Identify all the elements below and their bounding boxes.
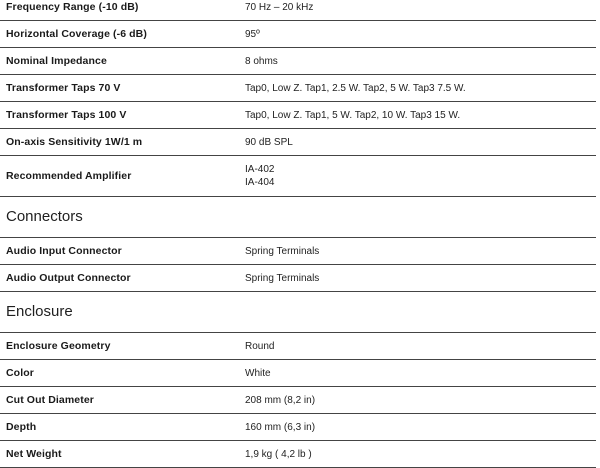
spec-value: 1,9 kg ( 4,2 lb ) (245, 448, 312, 460)
spec-row-recommended-amplifier (0, 156, 596, 197)
spec-value: 208 mm (8,2 in) (245, 394, 316, 406)
spec-label: Transformer Taps 70 V (6, 82, 121, 94)
spec-value: 90 dB SPL (245, 136, 293, 148)
section-title-enclosure: Enclosure (0, 292, 596, 333)
spec-value: 95º (245, 28, 260, 40)
spec-row-frequency-range (0, 0, 596, 21)
spec-value: Tap0, Low Z. Tap1, 2.5 W. Tap2, 5 W. Tap3 7.5 W. (245, 82, 466, 94)
spec-value (245, 163, 596, 189)
spec-value: 70 Hz – 20 kHz (245, 1, 314, 13)
spec-row-horizontal-coverage (0, 21, 596, 48)
spec-label: Depth (6, 421, 37, 433)
spec-row-depth (0, 414, 596, 441)
spec-row-net-weight (0, 441, 596, 468)
spec-label: On-axis Sensitivity 1W/1 m (6, 136, 143, 148)
spec-label: Enclosure Geometry (6, 340, 111, 352)
spec-label: Audio Output Connector (6, 272, 131, 284)
spec-row-audio-output (0, 265, 596, 292)
spec-label: Nominal Impedance (6, 55, 107, 67)
spec-label: Color (6, 367, 34, 379)
amplifier-option: IA-402 (245, 164, 275, 175)
spec-row-enclosure-geometry (0, 333, 596, 360)
spec-value: 160 mm (6,3 in) (245, 421, 316, 433)
spec-value: Round (245, 340, 275, 352)
spec-label: Net Weight (6, 448, 62, 460)
spec-value: 8 ohms (245, 55, 278, 67)
spec-label: Transformer Taps 100 V (6, 109, 127, 121)
amplifier-option: IA-404 (245, 177, 275, 188)
spec-label: Recommended Amplifier (6, 170, 132, 182)
spec-row-transformer-taps-100v (0, 102, 596, 129)
spec-row-color (0, 360, 596, 387)
spec-row-cut-out-diameter (0, 387, 596, 414)
spec-row-transformer-taps-70v (0, 75, 596, 102)
spec-row-sensitivity (0, 129, 596, 156)
spec-value: Tap0, Low Z. Tap1, 5 W. Tap2, 10 W. Tap3 15 W. (245, 109, 461, 121)
spec-value: Spring Terminals (245, 272, 320, 284)
spec-label: Cut Out Diameter (6, 394, 94, 406)
spec-value: White (245, 367, 271, 379)
spec-row-nominal-impedance (0, 48, 596, 75)
spec-value: Spring Terminals (245, 245, 320, 257)
spec-label: Frequency Range (-10 dB) (6, 1, 139, 13)
spec-label: Horizontal Coverage (-6 dB) (6, 28, 147, 40)
section-title-connectors: Connectors (0, 197, 596, 238)
spec-row-audio-input (0, 238, 596, 265)
spec-label: Audio Input Connector (6, 245, 122, 257)
